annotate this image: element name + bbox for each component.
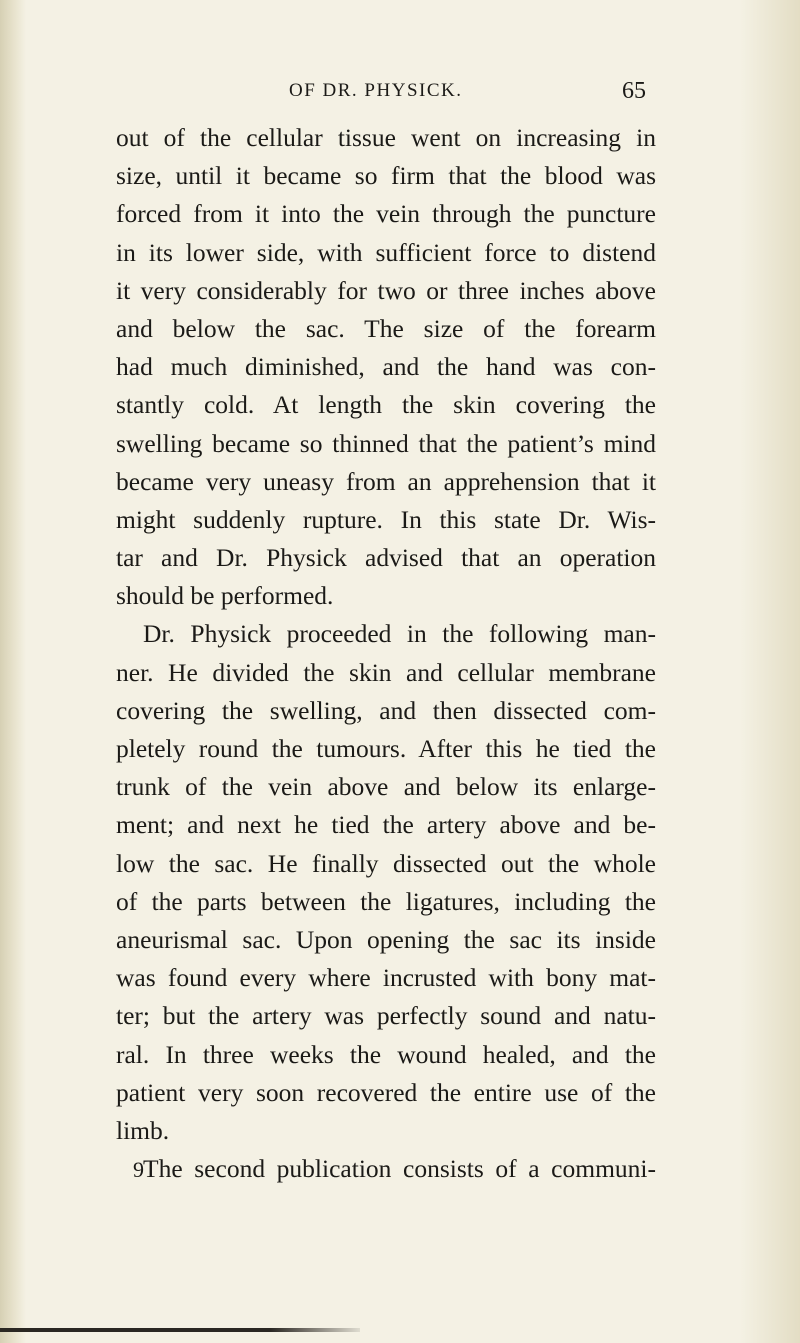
bottom-rule (0, 1328, 360, 1332)
text-line: aneurismal sac. Upon opening the sac its inside (116, 924, 656, 954)
text-line: size, until it became so firm that the blood was (116, 161, 656, 191)
text-line: pletely round the tumours. After this he tied the (116, 734, 656, 763)
text-line: became very uneasy from an apprehension that it (116, 466, 656, 496)
body-text (116, 119, 656, 1188)
text-line: of the parts between the ligatures, including the (116, 886, 656, 916)
text-line: covering the swelling, and then dissected com- (116, 695, 656, 725)
text-line: ter; but the artery was perfectly sound and natu- (116, 1001, 656, 1031)
page-edge-shadow-left (0, 0, 26, 1343)
text-line: low the sac. He finally dissected out the whole (116, 848, 656, 878)
running-head: OF DR. PHYSICK. (289, 80, 463, 101)
text-line: patient very soon recovered the entire use of the (116, 1077, 656, 1107)
text-line: ner. He divided the skin and cellular membrane (116, 657, 656, 687)
text-line: tar and Dr. Physick advised that an operation (116, 543, 656, 573)
page-number: 65 (622, 78, 646, 104)
signature-mark: 9 (133, 1157, 144, 1182)
text-line: might suddenly rupture. In this state Dr. Wis- (116, 504, 656, 534)
text-line: trunk of the vein above and below its enlarge- (116, 772, 656, 802)
paragraph-start-line: The second publication consists of a communi- (143, 1154, 656, 1184)
text-line: stantly cold. At length the skin covering the (116, 390, 656, 420)
text-line: had much diminished, and the hand was con- (116, 352, 656, 382)
paragraph-start-line: Dr. Physick proceeded in the following man- (143, 619, 656, 649)
page-edge-shadow-right (740, 0, 800, 1343)
text-line: ral. In three weeks the wound healed, and the (116, 1039, 656, 1069)
paragraph-end-line: limb. (116, 1115, 170, 1145)
text-line: out of the cellular tissue went on increasing in (116, 123, 656, 152)
text-line: in its lower side, with sufficient force to distend (116, 237, 656, 267)
paragraph-end-line: should be performed. (116, 581, 334, 611)
text-line: and below the sac. The size of the forearm (116, 313, 656, 343)
text-line: was found every where incrusted with bony mat- (116, 963, 656, 993)
text-line: swelling became so thinned that the patient’s mind (116, 428, 656, 458)
text-line: it very considerably for two or three inches above (116, 275, 656, 305)
page-header (0, 78, 800, 108)
text-line: ment; and next he tied the artery above and be- (116, 810, 656, 840)
text-line: forced from it into the vein through the puncture (116, 199, 656, 229)
